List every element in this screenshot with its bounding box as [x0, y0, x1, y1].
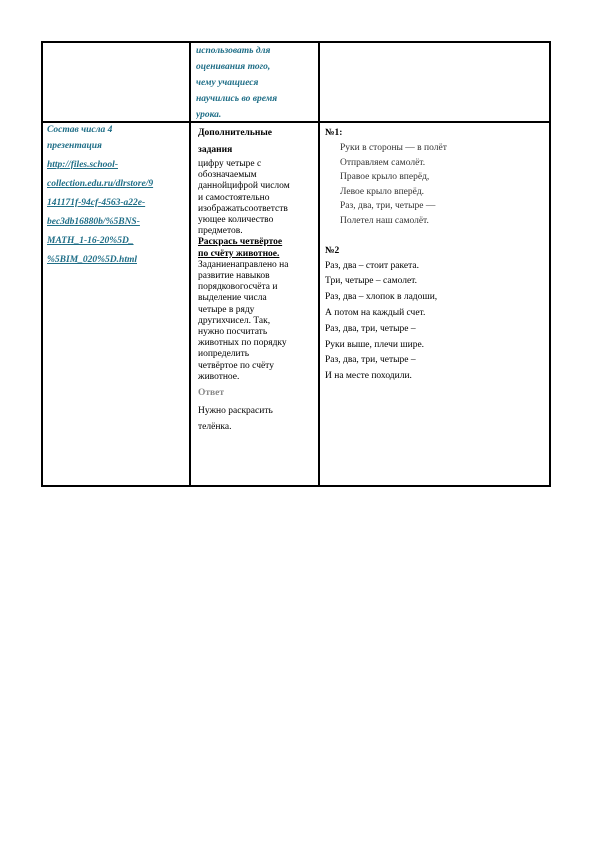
poem-rocket [325, 259, 547, 385]
poem-line: Раз, два, три, четыре – [325, 355, 416, 366]
intro-line: и самостоятельно [198, 192, 270, 203]
answer-label: Ответ [198, 388, 225, 399]
link-line[interactable]: %5BIM_020%5D.html [47, 255, 137, 265]
poem-line: Три, четыре – самолет. [325, 276, 417, 287]
intro-line: цифру четыре с [198, 159, 262, 169]
desc-line: четыре в ряду [198, 304, 255, 315]
poem-line: Раз, два, три, четыре – [325, 323, 416, 334]
lesson-table [41, 41, 551, 487]
poem-line: Руки в стороны — в полёт [340, 143, 447, 153]
link-line[interactable]: http://files.school- [47, 160, 118, 170]
intro-line: обозначаемым [198, 170, 257, 181]
link-line[interactable]: 141171f-94cf-4563-a22e- [47, 198, 146, 208]
poem-airplane [325, 141, 547, 229]
desc-line: развитие навыков [198, 271, 270, 282]
resource-heading: Состав числа 4 [47, 125, 113, 135]
desc-line: животных по порядку [198, 338, 287, 349]
assessment-line: оценивания того, [196, 62, 271, 72]
assessment-line: научились во время [196, 94, 278, 104]
task-description [198, 260, 316, 383]
intro-line: изображатьсоответств [198, 203, 288, 214]
desc-line: другихчисел. Так, [198, 315, 271, 326]
poem-line: Правое крыло вперёд, [340, 172, 430, 183]
presentation-link[interactable] [47, 156, 187, 270]
row1-col2-cell [196, 43, 314, 123]
table-border-bottom [41, 485, 551, 487]
poem-line: Руки выше, плечи шире. [325, 339, 425, 350]
task-line: Раскрась четвёртое [198, 237, 283, 248]
desc-line: порядковогосчёта и [198, 282, 278, 293]
intro-line: даннойцифрой числом [198, 181, 290, 192]
exercise-number-1: №1: [325, 128, 343, 138]
tasks-intro [198, 159, 316, 237]
table-border-left [41, 41, 43, 487]
desc-line: нужно посчитать [198, 327, 268, 338]
answer-line: телёнка. [198, 422, 232, 433]
desc-line: выделение числа [198, 293, 267, 304]
physical-exercise-cell [325, 125, 547, 385]
poem-line: Полетел наш самолёт. [340, 215, 429, 226]
assessment-line: использовать для [196, 46, 271, 56]
link-line[interactable]: MATH_1-16-20%5D_ [47, 236, 134, 246]
tasks-title: задания [198, 145, 233, 155]
exercise-number-2: №2 [325, 245, 340, 256]
answer-text [198, 403, 316, 435]
assessment-line: чему учащиеся [196, 78, 259, 88]
tasks-cell [198, 125, 316, 435]
task-line: по счёту животное. [198, 248, 280, 259]
desc-line: четвёртое по счёту [198, 360, 274, 371]
poem-line: Отправляем самолёт. [340, 157, 426, 168]
assessment-line: урока. [196, 110, 222, 120]
desc-line: животное. [198, 371, 240, 382]
resource-cell [47, 124, 187, 270]
poem-line: И на месте походили. [325, 371, 412, 382]
desc-line: Заданиенаправлено на [198, 259, 289, 270]
answer-line: Нужно раскрасить [198, 406, 273, 417]
task-instruction [198, 237, 316, 259]
desc-line: иопределить [198, 349, 250, 360]
poem-line: Раз, два – хлопок в ладоши, [325, 292, 438, 303]
table-col-divider-1 [189, 41, 191, 487]
poem-line: Раз, два – стоит ракета. [325, 260, 419, 271]
link-line[interactable]: collection.edu.ru/dlrstore/9 [47, 179, 154, 189]
tasks-title: Дополнительные [198, 128, 273, 138]
resource-heading: презентация [47, 141, 102, 151]
link-line[interactable]: bec3db16880b/%5BNS- [47, 217, 140, 227]
poem-line: Раз, два, три, четыре — [340, 201, 436, 212]
intro-line: ующее количество [198, 215, 274, 226]
poem-line: А потом на каждый счет. [325, 307, 426, 318]
intro-line: предметов. [198, 226, 243, 237]
table-col-divider-2 [318, 41, 320, 487]
poem-line: Левое крыло вперёд. [340, 186, 425, 197]
table-border-right [549, 41, 551, 487]
